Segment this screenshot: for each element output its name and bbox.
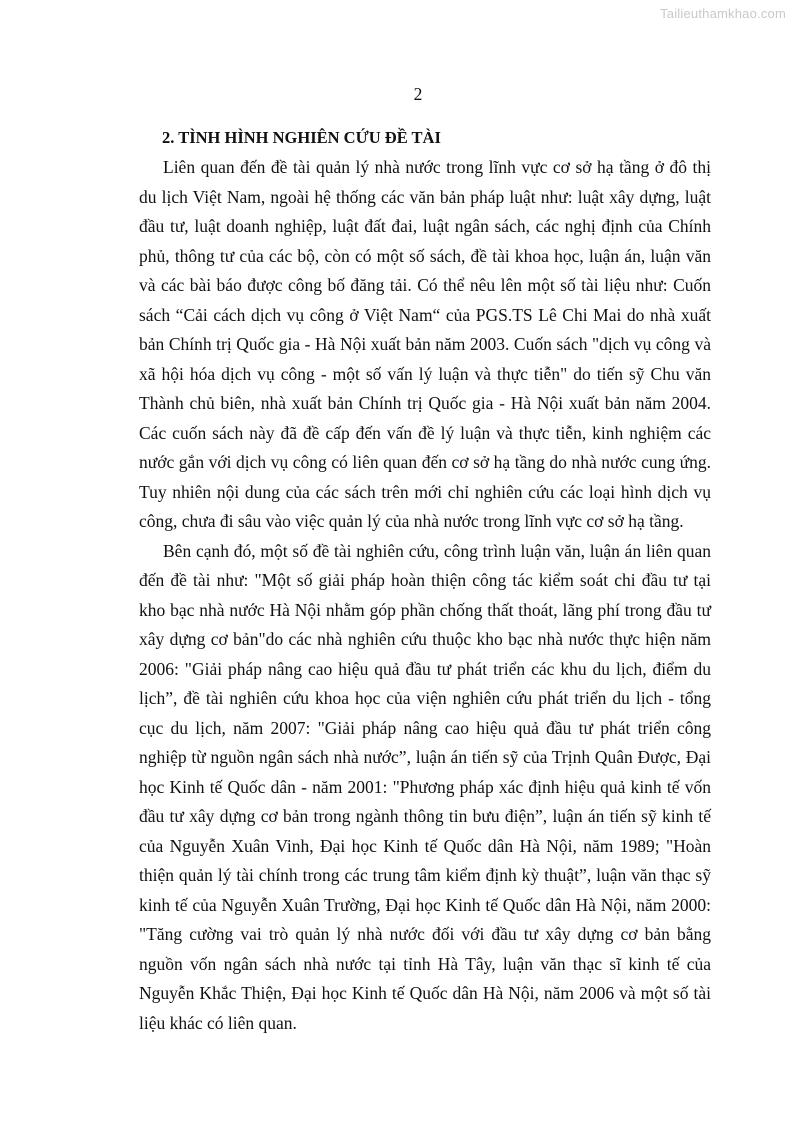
paragraph-2: Bên cạnh đó, một số đề tài nghiên cứu, công trình luận văn, luận án liên quan đến đề tài như: "Một số giải pháp hoàn thiện công tác kiểm soát chi đầu tư tại kho bạc nhà nước Hà Nội nhằm góp phần chống thất thoát, lãng phí trong đầu tư xây dựng cơ bản"do các nhà nghiên cứu thuộc kho bạc nhà nước thực hiện năm 2006: "Giải pháp nâng cao hiệu quả đầu tư phát triển các khu du lịch, điểm du lịch”, đề tài nghiên cứu khoa học của viện nghiên cứu phát triển du lịch - tổng cục du lịch, năm 2007: "Giải pháp nâng cao hiệu quả đầu tư phát triển công nghiệp từ nguồn ngân sách nhà nước”, luận án tiến sỹ của Trịnh Quân Được, Đại học Kinh tế Quốc dân - năm 2001: "Phương pháp xác định hiệu quả kinh tế vốn đầu tư xây dựng cơ bản trong ngành thông tin bưu điện”, luận án tiến sỹ kinh tế của Nguyễn Xuân Vinh, Đại học Kinh tế Quốc dân Hà Nội, năm 1989; "Hoàn thiện quản lý tài chính trong các trung tâm kiểm định kỳ thuật”, luận văn thạc sỹ kinh tế của Nguyễn Xuân Trường, Đại học Kinh tế Quốc dân Hà Nội, năm 2000: "Tăng cường vai trò quản lý nhà nước đối với đầu tư xây dựng cơ bản bằng nguồn vốn ngân sách nhà nước tại tỉnh Hà Tây, luận văn thạc sĩ kinh tế của Nguyễn Khắc Thiện, Đại học Kinh tế Quốc dân Hà Nội, năm 2006 và một số tài liệu khác có liên quan. (139, 540, 711, 1033)
document-body (139, 122, 711, 1038)
page-number: 2 (413, 84, 423, 104)
watermark-text: Tailieuthamkhao.com (660, 6, 786, 21)
section-heading: 2. TÌNH HÌNH NGHIÊN CỨU ĐỀ TÀI (162, 128, 441, 147)
paragraph-1: Liên quan đến đề tài quản lý nhà nước trong lĩnh vực cơ sở hạ tầng ở đô thị du lịch Việt Nam, ngoài hệ thống các văn bản pháp luật như: luật xây dựng, luật đầu tư, luật doanh nghiệp, luật đất đai, luật ngân sách, các nghị định của Chính phủ, thông tư của các bộ, còn có một số sách, đề tài khoa học, luận án, luận văn và các bài báo được công bố đăng tải. Có thể nêu lên một số tài liệu như: Cuốn sách “Cải cách dịch vụ công ở Việt Nam“ của PGS.TS Lê Chi Mai do nhà xuất bản Chính trị Quốc gia - Hà Nội xuất bản năm 2003. Cuốn sách "dịch vụ công và xã hội hóa dịch vụ công - một số vấn lý luận và thực tiễn" do tiến sỹ Chu văn Thành chủ biên, nhà xuất bản Chính trị Quốc gia - Hà Nội xuất bản năm 2004. Các cuốn sách này đã đề cấp đến vấn đề lý luận và thực tiễn, kinh nghiệm các nước gắn với dịch vụ công có liên quan đến cơ sở hạ tầng do nhà nước cung ứng. Tuy nhiên nội dung của các sách trên mới chỉ nghiên cứu các loại hình dịch vụ công, chưa đi sâu vào việc quản lý của nhà nước trong lĩnh vực cơ sở hạ tầng. (139, 157, 711, 531)
